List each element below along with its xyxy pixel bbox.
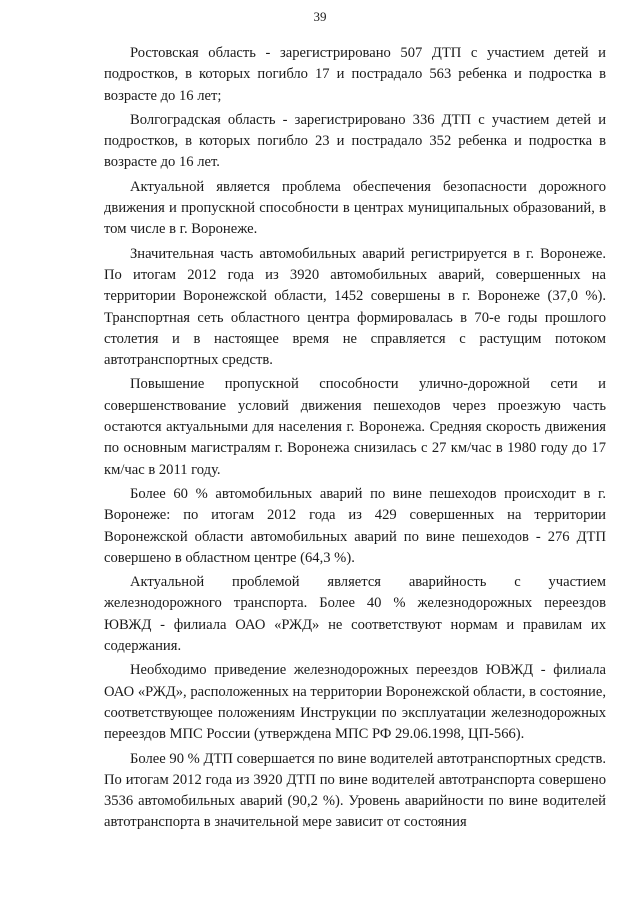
- paragraph-railway-accidents: Актуальной проблемой является аварийность с участием железнодорожного транспорта. Более 40 % железнодорожных переездов ЮВЖД - филиала ОАО «РЖД» не соответствуют нормам и правилам их содержания.: [104, 574, 606, 655]
- page-number: 39: [313, 9, 327, 24]
- paragraph-voronezh-accidents: Значительная часть автомобильных аварий регистрируется в г. Воронеже. По итогам 2012 года из 3920 автомобильных аварий, совершенных на территории Воронежской области, 1452 совершены в г. Воронеже (37,0 %). Транспортная сеть областного центра формировалась в 70-е годы прошлого столетия и в настоящее время не справляется с растущим потоком автотранспортных средств.: [104, 245, 606, 369]
- document-body: [104, 43, 606, 837]
- paragraph-road-capacity: Повышение пропускной способности улично-дорожной сети и совершенствование условий движения пешеходов через проезжую часть остаются актуальными для населения г. Воронежа. Средняя скорость движения по основным магистралям г. Воронежа снизилась с 27 км/час в 1980 году до 17 км/час в 2011 году.: [104, 376, 606, 478]
- paragraph-pedestrian-accidents: Более 60 % автомобильных аварий по вине пешеходов происходит в г. Воронеже: по итогам 2012 года из 429 совершенных на территории Воронежской области автомобильных аварий по вине пешеходов - 276 ДТП совершено в областном центре (64,3 %).: [104, 485, 606, 566]
- paragraph-municipal-centers: Актуальной является проблема обеспечения безопасности дорожного движения и пропускной способности в центрах муниципальных образований, в том числе в г. Воронеже.: [104, 178, 606, 238]
- paragraph-rostov-region: Ростовская область - зарегистрировано 507 ДТП с участием детей и подростков, в которых погибло 17 и пострадало 563 ребенка и подростка в возрасте до 16 лет;: [104, 45, 606, 104]
- paragraph-railway-crossings: Необходимо приведение железнодорожных переездов ЮВЖД - филиала ОАО «РЖД», расположенных на территории Воронежской области, в состояние, соответствующее положениям Инструкции по эксплуатации железнодорожных переездов МПС России (утверждена МПС РФ 29.06.1998, ЦП-566).: [104, 662, 606, 743]
- paragraph-driver-accidents: Более 90 % ДТП совершается по вине водителей автотранспортных средств. По итогам 2012 года из 3920 ДТП по вине водителей автотранспорта совершено 3536 автомобильных аварий (90,2 %). Уровень аварийности по вине водителей автотранспорта в значительной мере зависит от состояния: [104, 750, 606, 831]
- paragraph-volgograd-region: Волгоградская область - зарегистрировано 336 ДТП с участием детей и подростков, в которых погибло 23 и пострадало 352 ребенка и подростка в возрасте до 16 лет.: [104, 111, 606, 171]
